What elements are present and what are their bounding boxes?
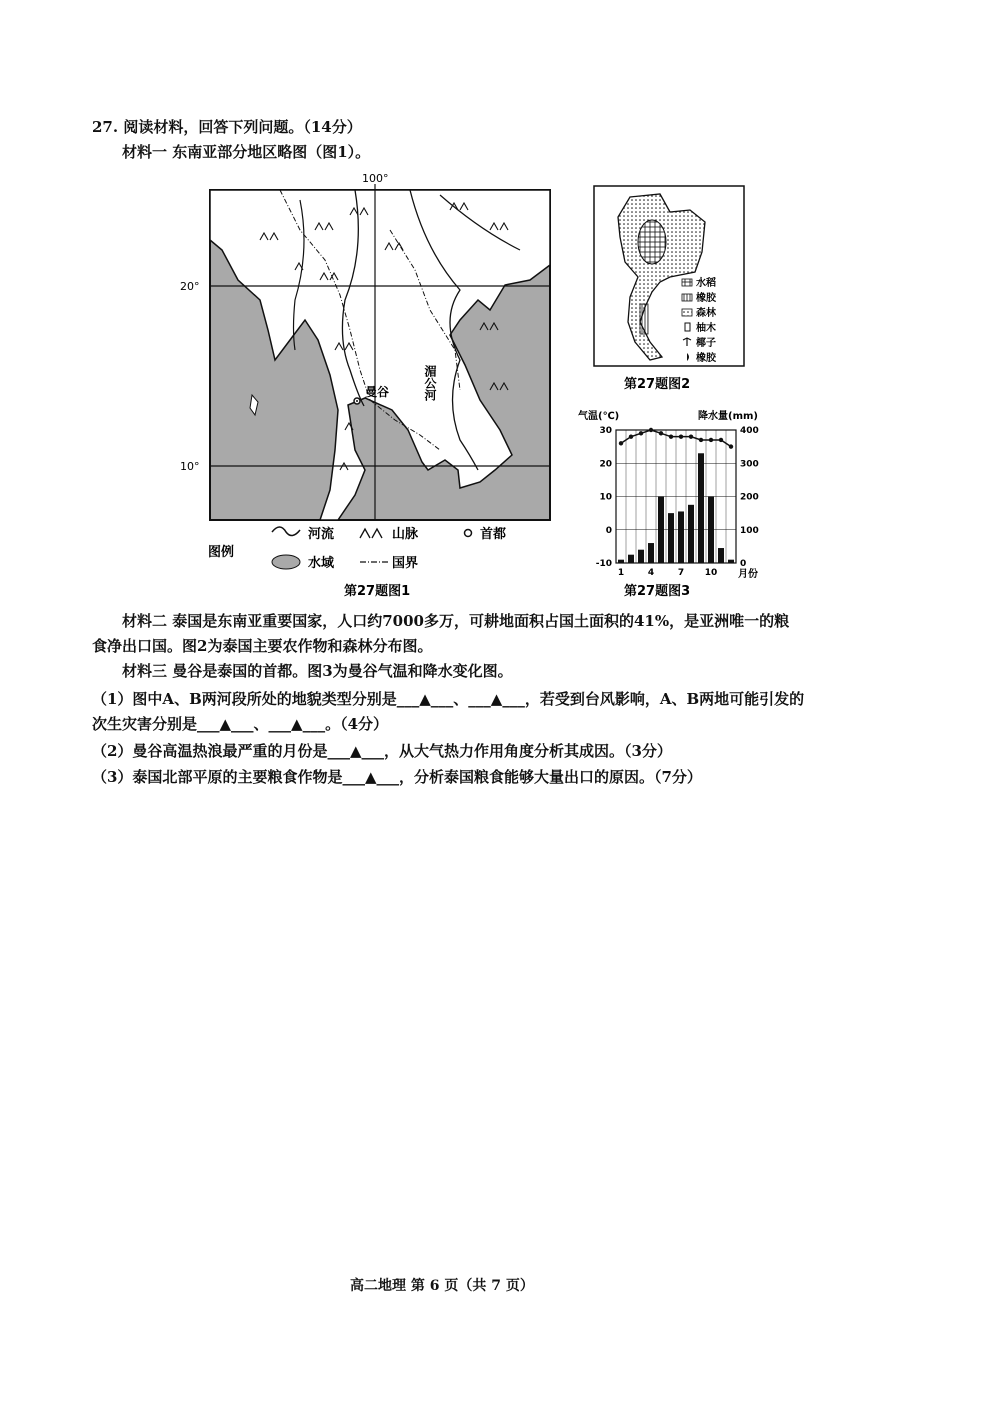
legend-mountain: 山脉 xyxy=(392,527,419,542)
month-tick-label: 1 xyxy=(617,568,625,578)
temp-tick-label: 20 xyxy=(599,459,612,470)
longitude-label: 100° xyxy=(362,172,389,185)
precip-bar xyxy=(628,555,634,563)
mountain-legend-icon xyxy=(360,529,382,538)
chart3-caption: 第27题图3 xyxy=(624,584,691,599)
temp-tick-label: 10 xyxy=(599,492,612,503)
precip-bar xyxy=(728,560,734,563)
left-axis-label: 气温(℃) xyxy=(578,411,620,422)
river-legend-icon xyxy=(272,527,300,536)
x-axis-label: 月份 xyxy=(738,569,758,580)
question-3: （3）泰国北部平原的主要粮食作物是___▲___，分析泰国粮食能够大量出口的原因。（7分） xyxy=(92,768,702,786)
river-label: 湄公河 xyxy=(423,365,437,401)
month-tick-label: 10 xyxy=(704,568,718,578)
precip-tick-label: 0 xyxy=(740,559,747,569)
precip-bar xyxy=(658,497,664,564)
climate-chart xyxy=(576,405,776,605)
latitude-label-10: 10° xyxy=(180,460,200,473)
map-figure-1 xyxy=(160,170,560,600)
material-one: 材料一 东南亚部分地区略图（图1）。 xyxy=(122,143,371,161)
precip-bar xyxy=(618,560,624,563)
map2-legend-rubber-2: 橡胶 xyxy=(696,353,716,364)
material-three: 材料三 曼谷是泰国的首都。图3为曼谷气温和降水变化图。 xyxy=(122,662,513,680)
temp-tick-label: -10 xyxy=(595,559,612,569)
legend-title: 图例 xyxy=(208,545,235,560)
map2-caption: 第27题图2 xyxy=(624,377,691,392)
temperature-point xyxy=(659,431,663,435)
month-tick-label: 4 xyxy=(647,568,655,578)
temp-tick-label: 0 xyxy=(605,525,612,536)
question-title: 27. 阅读材料，回答下列问题。（14分） xyxy=(92,118,362,136)
precip-tick-label: 200 xyxy=(740,492,759,503)
legend-capital: 首都 xyxy=(480,527,507,542)
map-figure-2 xyxy=(590,182,750,397)
precip-bar xyxy=(638,550,644,563)
temp-tick-label: 30 xyxy=(599,426,612,436)
precip-tick-label: 400 xyxy=(740,426,759,436)
capital-label: 曼谷 xyxy=(365,385,390,399)
water-legend-icon xyxy=(272,555,300,569)
precip-bar xyxy=(648,543,654,563)
material-two-line1: 材料二 泰国是东南亚重要国家，人口约7000多万，可耕地面积占国土面积的41%，是亚洲唯一的粮 xyxy=(122,612,790,630)
precip-tick-label: 100 xyxy=(740,525,759,536)
temperature-point xyxy=(649,428,653,432)
temperature-point xyxy=(679,434,683,438)
precip-bar xyxy=(688,505,694,563)
legend-river: 河流 xyxy=(308,527,335,542)
precip-tick-label: 300 xyxy=(740,459,759,470)
capital-legend-icon xyxy=(465,530,472,537)
map2-legend-coconut: 椰子 xyxy=(696,338,716,349)
month-tick-label: 7 xyxy=(677,568,685,578)
map2-legend-rubber: 橡胶 xyxy=(696,293,716,304)
legend-water: 水域 xyxy=(308,556,335,571)
temperature-point xyxy=(669,434,673,438)
map2-legend-teak: 柚木 xyxy=(696,323,716,334)
map1-caption: 第27题图1 xyxy=(344,584,411,599)
legend-border: 国界 xyxy=(392,556,419,571)
map2-legend-forest: 森林 xyxy=(696,308,716,319)
material-two-line2: 食净出口国。图2为泰国主要农作物和森林分布图。 xyxy=(92,637,433,655)
question-1-line1: （1）图中A、B两河段所处的地貌类型分别是___▲___、___▲___，若受到台风影响，A、B两地可能引发的 xyxy=(92,690,805,708)
temperature-point xyxy=(709,438,713,442)
question-2: （2）曼谷高温热浪最严重的月份是___▲___，从大气热力作用角度分析其成因。（3分） xyxy=(92,742,672,760)
precip-bar xyxy=(678,511,684,563)
page-footer: 高二地理 第 6 页（共 7 页） xyxy=(350,1278,534,1294)
precip-bar xyxy=(718,548,724,563)
right-axis-label: 降水量(mm) xyxy=(698,411,758,422)
temperature-point xyxy=(699,438,703,442)
temperature-point xyxy=(689,434,693,438)
question-1-line2: 次生灾害分别是___▲___、___▲___。（4分） xyxy=(92,715,389,733)
map2-legend-rice: 水稻 xyxy=(696,278,716,289)
latitude-label-20: 20° xyxy=(180,280,200,293)
temperature-point xyxy=(619,441,623,445)
temperature-point xyxy=(639,431,643,435)
precip-bar xyxy=(698,453,704,563)
temperature-point xyxy=(719,438,723,442)
temperature-point xyxy=(629,434,633,438)
precip-bar xyxy=(708,497,714,564)
precip-bar xyxy=(668,513,674,563)
temperature-point xyxy=(729,444,733,448)
